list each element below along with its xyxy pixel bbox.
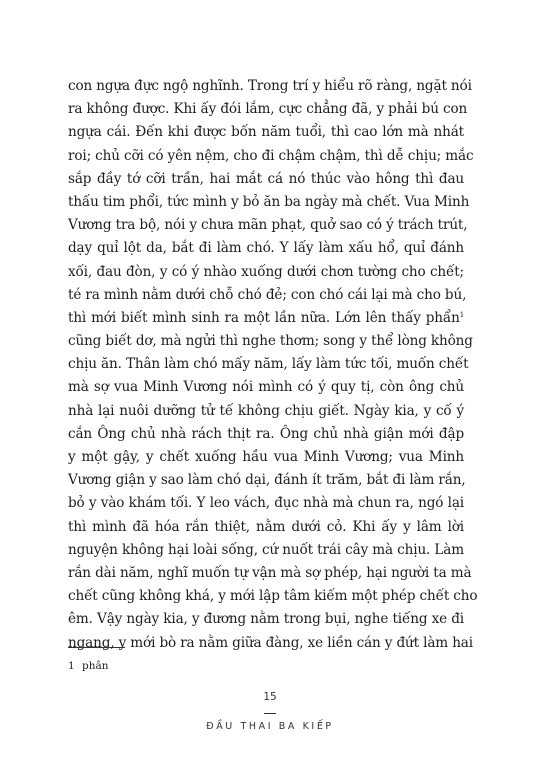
text-line: bỏ y vào khám tối. Y leo vách, đục nhà mà chun ra, ngó lại [68, 495, 464, 512]
text-line: roi; chủ cỡi có yên nệm, cho đi chậm chậm, thì dễ chịu; mắc [68, 147, 474, 164]
footnote [68, 659, 109, 673]
text-line: nhà lại nuôi dưỡng tử tế không chịu giết. Ngày kia, y cố ý [68, 402, 464, 419]
text-line-with-footnote [68, 307, 464, 330]
text-line: con ngựa đực ngộ nghĩnh. Trong trí y hiểu rõ ràng, ngặt nói [68, 78, 472, 94]
footnote-marker[interactable]: 1 [459, 310, 464, 319]
page-number: 15 [263, 691, 277, 703]
text-line: thấu tim phổi, tức mình y bỏ ăn ba ngày mà chết. Vua Minh [68, 193, 470, 210]
text-line: rắn dài năm, nghĩ muốn tự vận mà sợ phép, hại người ta mà [68, 564, 472, 581]
text-line: chết cũng không khá, y mới lập tâm kiếm một phép chết cho [68, 588, 478, 605]
page-number-divider [264, 713, 276, 714]
body-text [68, 75, 478, 655]
text-line: y một gậy, y chết xuống hầu vua Minh Vương; vua Minh [68, 449, 464, 465]
text-line: dạy quỉ lột da, bắt đi làm chó. Y lấy làm xấu hổ, quỉ đánh [68, 240, 464, 257]
running-title: ĐẦU THAI BA KIẾP [206, 721, 334, 732]
text-line: té ra mình nằm dưới chỗ chó đẻ; con chó cái lại mà cho bú, [68, 286, 467, 303]
text-line: xối, đau đòn, y có ý nhào xuống dưới chơn tường cho chết; [68, 263, 464, 280]
text-line: ra không được. Khi ấy đói lắm, cực chẳng đã, y phải bú con [68, 101, 468, 118]
footnote-number: 1 [68, 660, 75, 672]
text-line: êm. Vậy ngày kia, y đương nằm trong bụi, nghe tiếng xe đi [68, 611, 464, 628]
text-line: Vương tra bộ, nói y chưa mãn phạt, quở sao có ý trách trút, [68, 217, 468, 234]
text-line: cắn Ông chủ nhà rách thịt ra. Ông chủ nhà giận mới đập [68, 425, 464, 442]
text-line: chịu ăn. Thân làm chó mấy năm, lấy làm tức tối, muốn chết [68, 356, 469, 373]
text-line: sắp đầy tớ cỡi trần, hai mắt cá nó thúc vào hông thì đau [68, 170, 464, 187]
footnote-divider [68, 647, 125, 648]
text-line: cũng biết dơ, mà ngửi thì nghe thơm; song y thể lòng không [68, 333, 473, 350]
footnote-text: phân [82, 660, 109, 672]
text-line: ngựa cái. Đến khi được bốn năm tuổi, thì cao lớn mà nhát [68, 124, 464, 141]
text-line-content: thì mới biết mình sinh ra một lần nữa. Lớn lên thấy phẩn [68, 309, 460, 326]
text-line: Vương giận y sao làm chó dại, đánh ít trăm, bắt đi làm rắn, [68, 472, 466, 489]
text-line: mà sợ vua Minh Vương nói mình có ý quy tị, còn ông chủ [68, 379, 464, 396]
text-line: thì mình đã hóa rắn thiệt, nằm dưới cỏ. Khi ấy y lâm lời [68, 518, 464, 535]
text-line: ngang, y mới bò ra nằm giữa đàng, xe liền cán y đứt làm hai [68, 634, 473, 651]
text-line: nguyện không hại loài sống, cứ nuốt trái cây mà chịu. Làm [68, 541, 464, 558]
